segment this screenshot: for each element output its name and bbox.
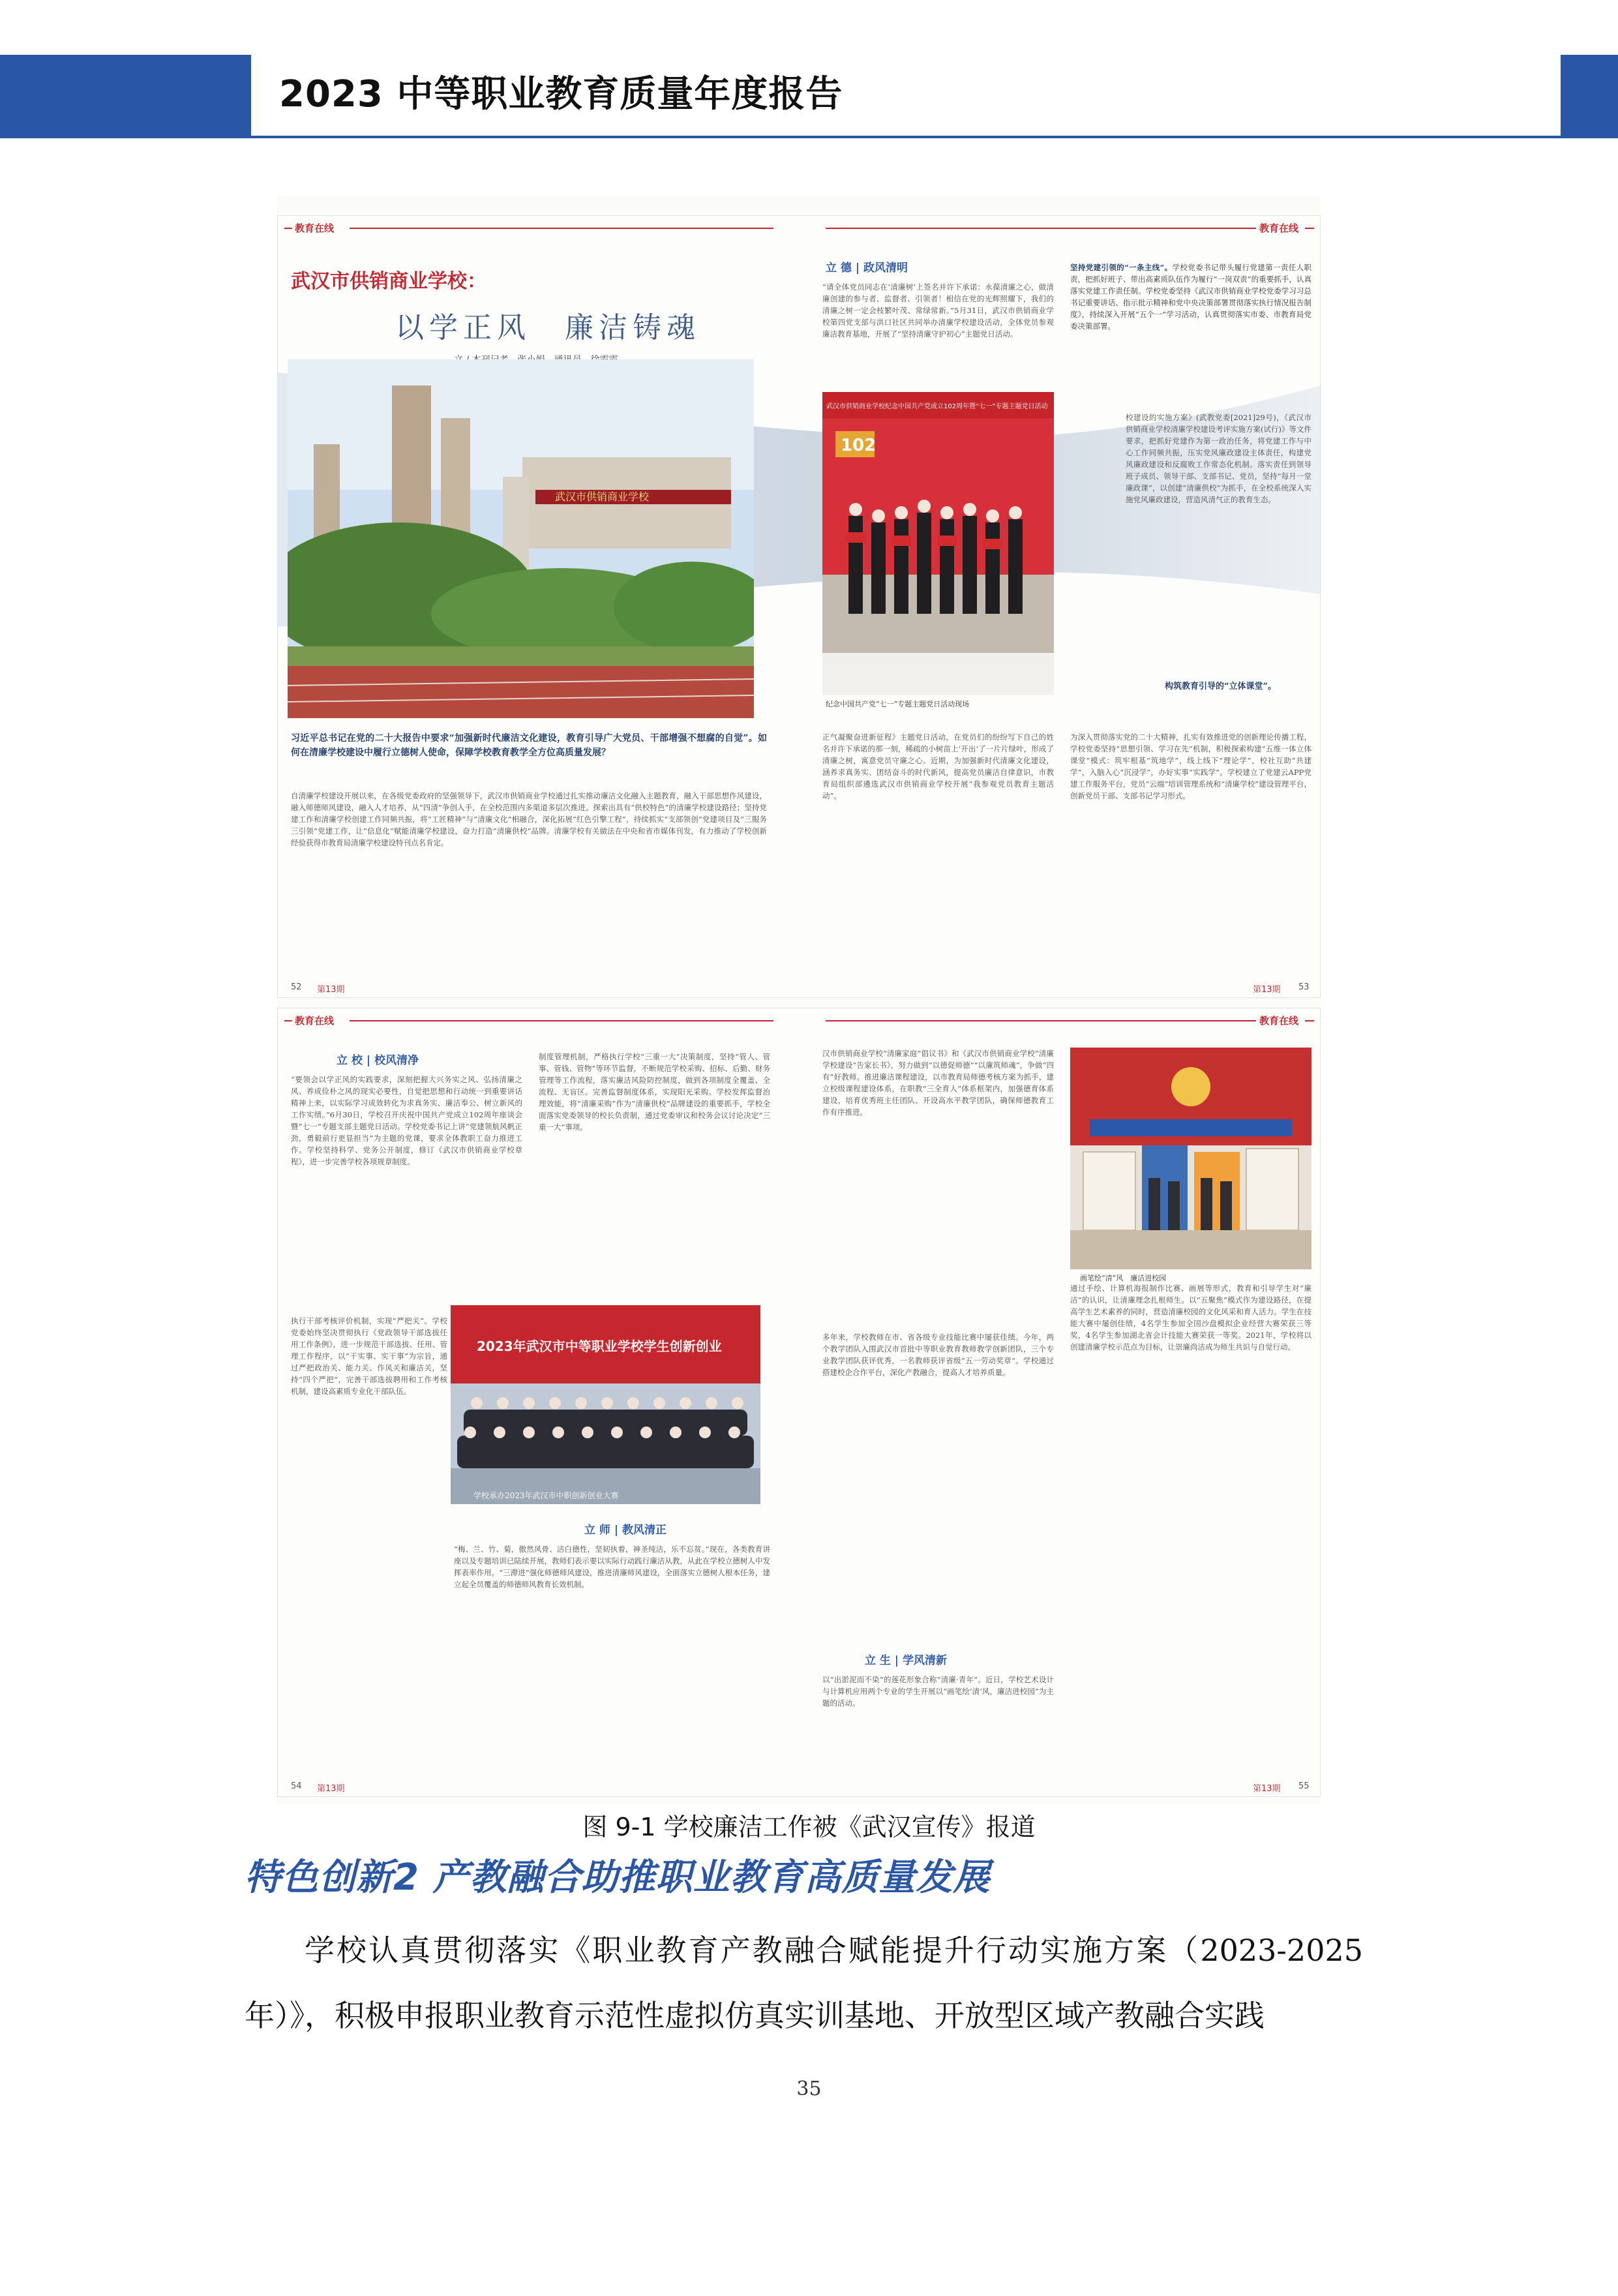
article-headline: 武汉市供销商业学校： (291, 270, 487, 293)
section-heading-lisheng: 立 生 | 学风清新 (865, 1654, 947, 1667)
section-heading-lide: 立 德 | 政风清明 (826, 262, 908, 275)
column-subheading: 构筑教育引导的“立体课堂”。 (1165, 682, 1276, 691)
photo-caption: 学校承办2023年武汉市中职创新创业大赛 (473, 1491, 619, 1500)
section-heading-lixiao: 立 校 | 校风清净 (337, 1054, 419, 1067)
feature-heading: 特色创新2 产教融合助推职业教育高质量发展 (245, 1856, 991, 1899)
issue-label: 第13期 (1253, 1784, 1281, 1794)
section-tag: 教育在线 (1259, 222, 1299, 234)
column-subheading: 坚持党建引领的“一条主线”。 (1070, 263, 1173, 272)
tag-rule (350, 228, 773, 229)
article-body-intro: 自清廉学校建设开展以来，在各级党委政府的坚强领导下，武汉市供销商业学校通过扎实推动廉洁文化融入主题教育，融入干部思想作风建设，融入师德师风建设，融入人才培养，从“四清”争创入手，在全校范围内多渠道多层次推进。探索出具有“供校特色”的清廉学校建设路径；坚持党建工作和清廉学校创建工作同频共振，将“工匠精神”与“清廉文化”相融合，深化拓展“红色引擎工程”，持续抓实“支部领创”党建项目及“三服务三引领”党建工作，让“信息化”赋能清廉学校建设，奋力打造“清廉供校”品牌。清廉学校有关做法在中央和省市媒体刊发，有力推动了学校创新经验获得市教育局清廉学校建设特刊点名肯定。 (291, 791, 767, 847)
article-lead: 习近平总书记在党的二十大报告中要求“加强新时代廉洁文化建设，教育引导广大党员、干部增强不想腐的自觉”。如何在清廉学校建设中履行立德树人使命，保障学校教育教学全方位高质量发展？ (291, 733, 767, 758)
issue-label: 第13期 (317, 1784, 345, 1794)
clean-art-photo (1070, 1048, 1311, 1269)
column-text: 学校党委书记带头履行党建第一责任人职责，把抓好班子、带出高素质队伍作为履行“一岗双责”的重要抓手，认真落实党建工作责任制。学校党委坚持《武汉市供销商业学校党委学习习总书记重要讲话、指示批示精神和党中央决策部署贯彻落实执行情况报告制度》，持续深入开展“五个一”学习活动，认真贯彻落实市委、市教育局党委决策部署。 (1070, 263, 1311, 331)
section-tag: 教育在线 (295, 1015, 335, 1027)
photo-caption: 纪念中国共产党“七一”专题主题党日活动现场 (826, 700, 970, 708)
tag-rule (350, 1020, 773, 1021)
article-column: 为深入贯彻落实党的二十大精神，扎实有效推进党的创新理论传播工程，学校党委坚持“思想引领、学习在先”机制，积极探索构建“五维一体立体课堂”模式：筑牢根基“筑地学”，线上线下“理论学”，校社互助“共建学”，入脑入心“沉浸学”，办好实事“实践学”。学校建立了党建云APP党建工作服务平台，党员“云端”培训管理系统和“清廉学校”建设管理平台，创新党员干部、支部书记学习形式。 (1070, 733, 1311, 800)
figure-caption: 图 9-1 学校廉洁工作被《武汉宣传》报道 (582, 1813, 1036, 1841)
section-tag: 教育在线 (1259, 1015, 1299, 1027)
photo-banner-text: 武汉市供销商业学校纪念中国共产党成立102周年暨“七一”专题主题党日活动 (826, 403, 1048, 410)
header-rule (251, 136, 1561, 138)
article-column: 正气凝聚奋进新征程》主题党日活动，在党员们的纷纷写下自己的姓名并许下承诺的那一刻，稀疏的小树苗上‘开出’了一片片绿叶，形成了清廉之树，寓意党员守廉之心。近期，为加强新时代清廉文化建设，涵养求真务实、团结奋斗的时代新风，提高党员廉洁自律意识，市教育局组织部遴选武汉市供销商业学校开展“我参观党员教育主题活动”。 (822, 733, 1054, 800)
svg-text:102: 102 (841, 436, 876, 455)
tag-rule (826, 1020, 1256, 1021)
tag-rule (284, 1020, 292, 1021)
tag-rule (826, 228, 1256, 229)
magazine-spread-bottom (277, 1008, 1321, 1797)
section-heading-lishi: 立 师 | 教风清正 (584, 1524, 667, 1537)
article-column: “请全体党员同志在‘清廉树’上签名并许下承诺：永葆清廉之心，做清廉创建的参与者、监督者、引领者！相信在党的光辉照耀下，我们的清廉之树一定会枝繁叶茂、常绿常新。”5月31日，武汉市供销商业学校第四党支部与洪口社区共同举办清廉学校建设活动，全体党员参观廉洁教育基地，开展了“坚持清廉守护初心”主题党日活动。 (822, 282, 1054, 339)
photo-sign-text: 武汉市供销商业学校 (555, 491, 650, 503)
article-column: “梅、兰、竹、菊，傲然风骨、洁白德性，坚韧执着，神圣纯洁，乐不忘贫。”现在，各类教育讲座以及专题培训已陆续开展，教师们表示要以实际行动践行廉洁从教，从此在学校立德树人中发挥表率作用。“三滞进”强化师德师风建设，推进清廉师风建设，全面落实立德树人根本任务，建立起全员覆盖的师德师风教育长效机制。 (454, 1545, 770, 1589)
article-column: 汉市供销商业学校“清廉家庭”倡议书》和《武汉市供销商业学校“清廉学校建设”告家长书》，努力做到“以德促师德”“以廉筑师魂”，争做“四有”好教师。推进廉洁课程建设，以市教育局师德考核方案为抓手，建立校级课程建设体系，在职教“三全育人”体系框架内，加强德育体系建设，培育优秀班主任团队、开设高水平教学团队，确保师德教育工作有序推进。 (822, 1049, 1054, 1117)
page-number-54: 54 (291, 1781, 302, 1791)
issue-label: 第13期 (317, 985, 345, 995)
article-column: 以“出淤泥而不染”的莲花形象合称“清廉·青年”。近日，学校艺术设计与计算机应用两个专业的学生开展以“画笔绘‘清’风，廉洁进校园”为主题的活动。 (822, 1675, 1054, 1708)
section-tag: 教育在线 (295, 222, 335, 234)
article-subhead: 以学正风 廉洁铸魂 (395, 311, 700, 344)
page-number: 35 (796, 2077, 822, 2100)
tag-rule (1305, 1020, 1314, 1021)
article-column: 制度管理机制，严格执行学校“三重一大”决策制度，坚持“管人、管事、管钱、管物”等环节监督，不断规范学校采购、招标、后勤、财务管理等工作流程，落实廉洁风险防控制度，做到各项制度全覆盖、全流程、无盲区。完善监督制度体系，实现阳光采购。学校发挥监督治理效能，将“清廉采购”作为“清廉供校”品牌建设的重要抓手，学校全面落实党委领导的校长负责制，通过党委审议和校务会议讨论决定“三重一大”事项。 (539, 1052, 770, 1132)
report-title: 2023 中等职业教育质量年度报告 (279, 73, 843, 115)
article-column: 多年来，学校教师在市、省各级专业技能比赛中屡获佳绩。今年，两个教学团队入围武汉市首批中等职业教育教师教学创新团队，三个专业教学团队获评优秀，一名教师获评省级“五一劳动奖章”。学校通过搭建校企合作平台，深化产教融合，提高人才培养质量。 (822, 1333, 1054, 1377)
header-left-bar (0, 55, 251, 138)
page-number-53: 53 (1298, 982, 1310, 992)
article-column: 校建设的实施方案》(武教党委[2021]29号)，《武汉市供销商业学校清廉学校建设考评实施方案(试行)》等文件要求，把抓好党建作为第一政治任务，将党建工作与中心工作同频共振，压实党风廉政建设主体责任，构建党风廉政建设和反腐败工作常态化机制。落实责任到领导班子成员、领导干部、支部书记、党员，坚持“每月一堂廉政课”，以创建“清廉供校”为抓手，在全校系统深入实施党风廉政建设，营造风清气正的教育生态。 (1126, 413, 1311, 504)
photo-caption: 画笔绘“清”风 廉洁进校园 (1080, 1274, 1167, 1282)
article-column (539, 1511, 770, 1530)
tag-rule (284, 228, 292, 229)
magazine-spread-top (277, 215, 1321, 998)
campus-photo (288, 359, 754, 718)
body-paragraph: 学校认真贯彻落实《职业教育产教融合赋能提升行动实施方案（2023-2025年）》，积极申报职业教育示范性虚拟仿真实训基地、开放型区域产教融合实践 (245, 1933, 1363, 2033)
header-right-bar (1561, 55, 1618, 138)
article-column (1070, 262, 1311, 379)
article-column: “要领会以学正风的实践要求，深刻把握大兴务实之风、弘扬清廉之风、养成俭朴之风的现实必要性，自觉把思想和行动统一到重要讲话精神上来，以实际学习成效转化为求真务实、廉洁奉公、树立新风的工作实绩。”6月30日，学校召开庆祝中国共产党成立102周年座谈会暨“七一”专题支部主题党日活动。学校党委书记上讲“党建领航风帆正劲，勇毅前行更显担当”为主题的党课，要求全体教职工奋力推进工作。学校坚持科学、党务公开制度，修订《武汉市供销商业学校章程》，进一步完善学校各项规章制度。 (291, 1075, 522, 1166)
photo-banner-text: 2023年武汉市中等职业学校学生创新创业 (477, 1338, 722, 1354)
article-column: 执行干部考核评价机制，实现“严把关”。学校党委始终坚决贯彻执行《党政领导干部选拔任用工作条例》，进一步规范干部选拔、任用、管理工作程序，以“干实事、实干事”为宗旨，通过严把政治关、能力关、作风关和廉洁关，坚持“四个严把”，完善干部选拔聘用和工作考核机制，建设高素质专业化干部队伍。 (291, 1316, 447, 1396)
article-column: 通过手绘、计算机海报制作比赛、画展等形式，教育和引导学生对“廉洁”的认识，让清廉理念扎根师生。以“五聚焦”模式作为建设路径，在提高学生艺术素养的同时，营造清廉校园的文化风采和育人活力。学生在技能大赛中屡创佳绩，4名学生参加全国沙盘模拟企业经营大赛荣获三等奖，4名学生参加湖北省会计技能大赛荣获一等奖。2021年，学校将以创建清廉学校示范点为目标，让崇廉尚洁成为师生共识与自觉行动。 (1070, 1284, 1311, 1352)
group-photo (451, 1305, 760, 1504)
tag-rule (1305, 228, 1314, 229)
issue-label: 第13期 (1253, 985, 1281, 995)
page-number-52: 52 (291, 982, 302, 992)
party-day-photo (822, 392, 1054, 695)
page-number-55: 55 (1298, 1781, 1310, 1791)
magazine-scan-image (277, 196, 1321, 1804)
